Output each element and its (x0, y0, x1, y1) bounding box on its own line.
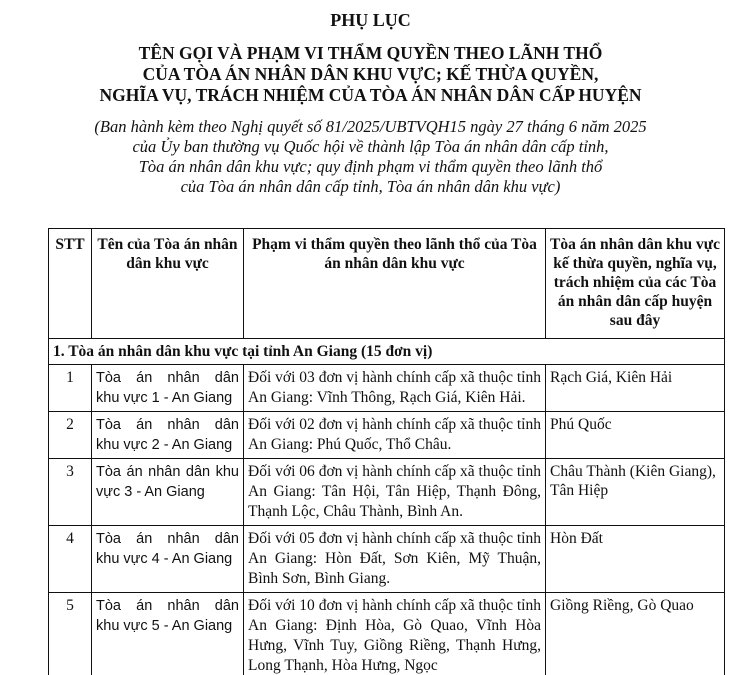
row-scope: Đối với 03 đơn vị hành chính cấp xã thuộc tỉnh An Giang: Vĩnh Thông, Rạch Giá, Kiên Hải. (244, 365, 546, 412)
court-name-line-1: Tòa án nhân dân (96, 370, 239, 386)
row-inherit: Phú Quốc (546, 412, 725, 459)
row-court-name (92, 593, 244, 675)
row-court-name (92, 412, 244, 459)
header-scope: Phạm vi thẩm quyền theo lãnh thổ của Tòa án nhân dân khu vực (244, 229, 546, 339)
row-inherit: Châu Thành (Kiên Giang), Tân Hiệp (546, 459, 725, 526)
row-stt: 5 (49, 593, 92, 675)
table-row (49, 459, 725, 526)
title-line-3: NGHĨA VỤ, TRÁCH NHIỆM CỦA TÒA ÁN NHÂN DÂN CẤP HUYỆN (99, 85, 642, 105)
court-table (48, 228, 725, 675)
row-inherit: Hòn Đất (546, 526, 725, 593)
group-title: 1. Tòa án nhân dân khu vực tại tỉnh An Giang (15 đơn vị) (49, 339, 725, 365)
row-inherit: Rạch Giá, Kiên Hải (546, 365, 725, 412)
subtitle-line-2: của Ủy ban thường vụ Quốc hội về thành lập Tòa án nhân dân cấp tỉnh, (132, 137, 609, 156)
court-name-line-1: Tòa án nhân dân (96, 598, 239, 614)
court-name-line-2: khu vực 1 - An Giang (96, 390, 233, 406)
header-stt: STT (49, 229, 92, 339)
row-court-name (92, 526, 244, 593)
title-line-2: CỦA TÒA ÁN NHÂN DÂN KHU VỰC; KẾ THỪA QUYỀN, (142, 64, 599, 84)
court-name-line-1: Tòa án nhân dân khu (96, 464, 239, 480)
row-scope: Đối với 05 đơn vị hành chính cấp xã thuộc tỉnh An Giang: Hòn Đất, Sơn Kiên, Mỹ Thuận, Bình Sơn, Bình Giang. (244, 526, 546, 593)
table-row (49, 365, 725, 412)
court-name-line-2: khu vực 2 - An Giang (96, 437, 233, 453)
row-scope: Đối với 10 đơn vị hành chính cấp xã thuộc tỉnh An Giang: Định Hòa, Gò Quao, Vĩnh Hòa Hưng, Vĩnh Tuy, Giồng Riềng, Thạnh Hưng, Long Thạnh, Hòa Hưng, Ngọc (244, 593, 546, 675)
row-court-name (92, 459, 244, 526)
subtitle-line-3: Tòa án nhân dân khu vực; quy định phạm vi thẩm quyền theo lãnh thổ (138, 157, 603, 176)
row-inherit: Giồng Riềng, Gò Quao (546, 593, 725, 675)
row-stt: 2 (49, 412, 92, 459)
row-stt: 3 (49, 459, 92, 526)
court-name-line-1: Tòa án nhân dân (96, 417, 239, 433)
table-row (49, 526, 725, 593)
subtitle-line-4: của Tòa án nhân dân cấp tỉnh, Tòa án nhân dân khu vực) (180, 177, 561, 196)
header-inherit: Tòa án nhân dân khu vực kế thừa quyền, nghĩa vụ, trách nhiệm của các Tòa án nhân dân cấp huyện sau đây (546, 229, 725, 339)
court-name-line-2: khu vực 4 - An Giang (96, 551, 233, 567)
header-court-name: Tên của Tòa án nhân dân khu vực (92, 229, 244, 339)
row-stt: 4 (49, 526, 92, 593)
subtitle-line-1: (Ban hành kèm theo Nghị quyết số 81/2025/UBTVQH15 ngày 27 tháng 6 năm 2025 (94, 117, 647, 136)
row-court-name (92, 365, 244, 412)
table-row (49, 593, 725, 675)
row-scope: Đối với 06 đơn vị hành chính cấp xã thuộc tỉnh An Giang: Tân Hội, Tân Hiệp, Thạnh Đông, Thạnh Lộc, Châu Thành, Bình An. (244, 459, 546, 526)
court-name-line-2: vực 3 - An Giang (96, 484, 205, 500)
row-stt: 1 (49, 365, 92, 412)
table-header-row (49, 229, 725, 339)
appendix-heading: PHỤ LỤC (330, 10, 411, 30)
title-line-1: TÊN GỌI VÀ PHẠM VI THẨM QUYỀN THEO LÃNH THỔ (138, 43, 603, 63)
table-row (49, 412, 725, 459)
court-name-line-1: Tòa án nhân dân (96, 531, 239, 547)
court-name-line-2: khu vực 5 - An Giang (96, 618, 233, 634)
row-scope: Đối với 02 đơn vị hành chính cấp xã thuộc tỉnh An Giang: Phú Quốc, Thổ Châu. (244, 412, 546, 459)
group-row (49, 339, 725, 365)
